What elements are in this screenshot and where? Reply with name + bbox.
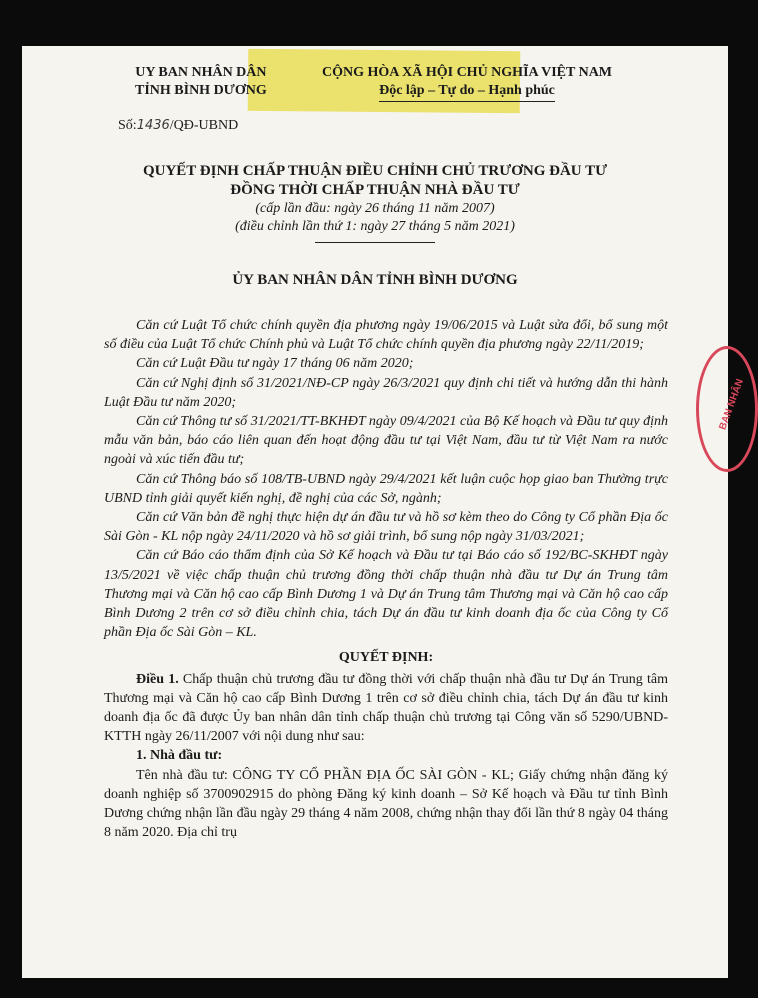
issuer-authority: ỦY BAN NHÂN DÂN TỈNH BÌNH DƯƠNG (232, 272, 518, 288)
decision-title-block (62, 162, 688, 243)
issuer-line1: UY BAN NHÂN DÂN (135, 65, 267, 80)
decision-heading: QUYẾT ĐỊNH: (338, 650, 434, 666)
national-header (322, 64, 612, 102)
legal-basis-item: Căn cứ Thông báo số 108/TB-UBND ngày 29/4/2021 kết luận cuộc họp giao ban Thường trực UBND tỉnh giải quyết kiến nghị, đề nghị của các Sở, ngành; (104, 471, 668, 506)
document-number: Số:1436/QĐ-UBND (118, 118, 239, 133)
investor-details: Tên nhà đầu tư: CÔNG TY CỔ PHẦN ĐỊA ỐC SÀI GÒN - KL; Giấy chứng nhận đăng ký doanh nghiệp số 3700902915 do phòng Đăng ký kinh doanh – Sở Kế hoạch và Đầu tư tỉnh Bình Dương chứng nhận lần đầu ngày 29 tháng 4 năm 2008, chứng nhận thay đổi lần thứ 8 ngày 04 tháng 8 năm 2020. Địa chỉ trụ (104, 767, 668, 841)
national-motto: Độc lập – Tự do – Hạnh phúc (379, 82, 555, 102)
title-line2: ĐỒNG THỜI CHẤP THUẬN NHÀ ĐẦU TƯ (230, 182, 520, 198)
legal-basis-item: Căn cứ Báo cáo thẩm định của Sở Kế hoạch và Đầu tư tại Báo cáo số 192/BC-SKHĐT ngày 13/5/2021 về việc chấp thuận chủ trương đồng thời chấp thuận nhà đầu tư Dự án Trung tâm Thương mại và Căn hộ cao cấp Bình Dương 1 và Dự án Trung tâm Thương mại và Căn hộ cao cấp Bình Dương 2 trên cơ sở điều chỉnh chia, tách Dự án đầu tư kinh doanh địa ốc của Công ty Cổ phần Địa ốc Sài Gòn – KL. (104, 548, 668, 641)
legal-basis-item: Căn cứ Luật Đầu tư ngày 17 tháng 06 năm 2020; (136, 356, 414, 372)
legal-basis-item: Căn cứ Thông tư số 31/2021/TT-BKHĐT ngày 09/4/2021 của Bộ Kế hoạch và Đầu tư quy định mẫu văn bản, báo cáo liên quan đến hoạt động đầu tư tại Việt Nam, đầu tư từ Việt Nam ra nước ngoài và xúc tiến đầu tư; (104, 414, 668, 468)
article-1-label: Điều 1. (136, 671, 179, 687)
legal-basis-item: Căn cứ Luật Tổ chức chính quyền địa phương ngày 19/06/2015 và Luật sửa đổi, bổ sung một số điều của Luật Tổ chức Chính phủ và Luật Tổ chức chính quyền địa phương ngày 22/11/2019; (104, 318, 668, 353)
amendment-date: (điều chỉnh lần thứ 1: ngày 27 tháng 5 năm 2021) (235, 219, 515, 234)
issue-date: (cấp lần đầu: ngày 26 tháng 11 năm 2007) (255, 201, 495, 216)
document-body (104, 316, 668, 842)
legal-basis-item: Căn cứ Nghị định số 31/2021/NĐ-CP ngày 26/3/2021 quy định chi tiết và hướng dẫn thi hành Luật Đầu tư năm 2020; (104, 375, 668, 410)
red-seal-stamp: BAN NHÂN (696, 346, 758, 472)
article-1 (104, 670, 668, 747)
article-1-text: Chấp thuận chủ trương đầu tư đồng thời với chấp thuận nhà đầu tư Dự án Trung tâm Thương mại và Căn hộ cao cấp Bình Dương 1 trên cơ sở điều chỉnh chia, tách Dự án đầu tư kinh doanh địa ốc đã được Ủy ban nhân dân tỉnh chấp thuận chủ trương tại Công văn số 5290/UBND-KTTH ngày 26/11/2007 với nội dung như sau: (104, 671, 669, 745)
issuer-header (135, 64, 267, 100)
section-investor-heading: 1. Nhà đầu tư: (136, 748, 223, 764)
national-title: CỘNG HÒA XÃ HỘI CHỦ NGHĨA VIỆT NAM (322, 65, 613, 80)
issuer-line2: TỈNH BÌNH DƯƠNG (135, 83, 267, 98)
handwritten-number: 1436 (136, 118, 170, 133)
title-line1: QUYẾT ĐỊNH CHẤP THUẬN ĐIỀU CHỈNH CHỦ TRƯƠNG ĐẦU TƯ (142, 163, 608, 179)
title-divider (315, 242, 435, 243)
legal-basis-item: Căn cứ Văn bản đề nghị thực hiện dự án đầu tư và hồ sơ kèm theo do Công ty Cổ phần Địa ốc Sài Gòn - KL nộp ngày 24/11/2020 và hồ sơ giải trình, bổ sung nộp ngày 31/03/2021; (104, 510, 668, 545)
document-page (22, 46, 746, 978)
